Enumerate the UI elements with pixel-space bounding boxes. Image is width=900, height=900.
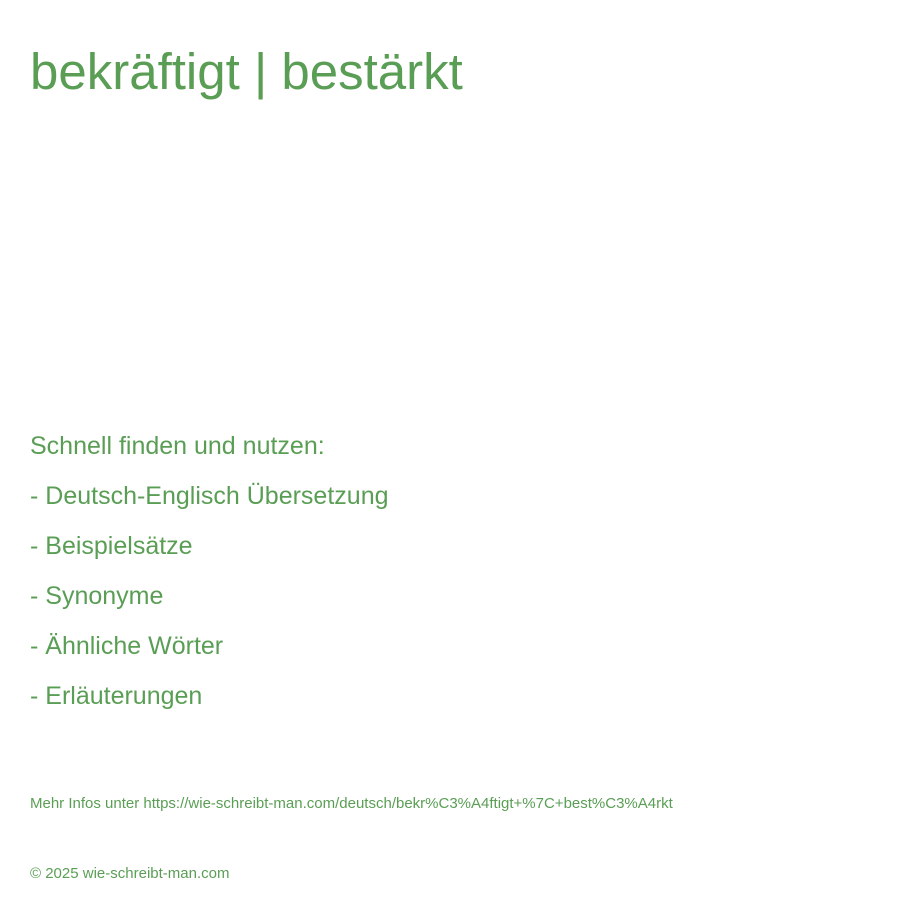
feature-heading: Schnell finden und nutzen: xyxy=(30,432,325,460)
feature-list xyxy=(30,421,389,721)
feature-item-translation: - Deutsch-Englisch Übersetzung xyxy=(30,482,389,510)
copyright-notice: © 2025 wie-schreibt-man.com xyxy=(30,865,230,882)
feature-item-explanations: - Erläuterungen xyxy=(30,682,203,710)
feature-item-synonyms: - Synonyme xyxy=(30,582,164,610)
feature-item-example-sentences: - Beispielsätze xyxy=(30,532,193,560)
page-title: bekräftigt | bestärkt xyxy=(30,43,463,100)
more-info-text: Mehr Infos unter https://wie-schreibt-man.com/deutsch/bekr%C3%A4ftigt+%7C+best%C3%A4rkt xyxy=(30,795,673,812)
feature-item-similar-words: - Ähnliche Wörter xyxy=(30,632,224,660)
